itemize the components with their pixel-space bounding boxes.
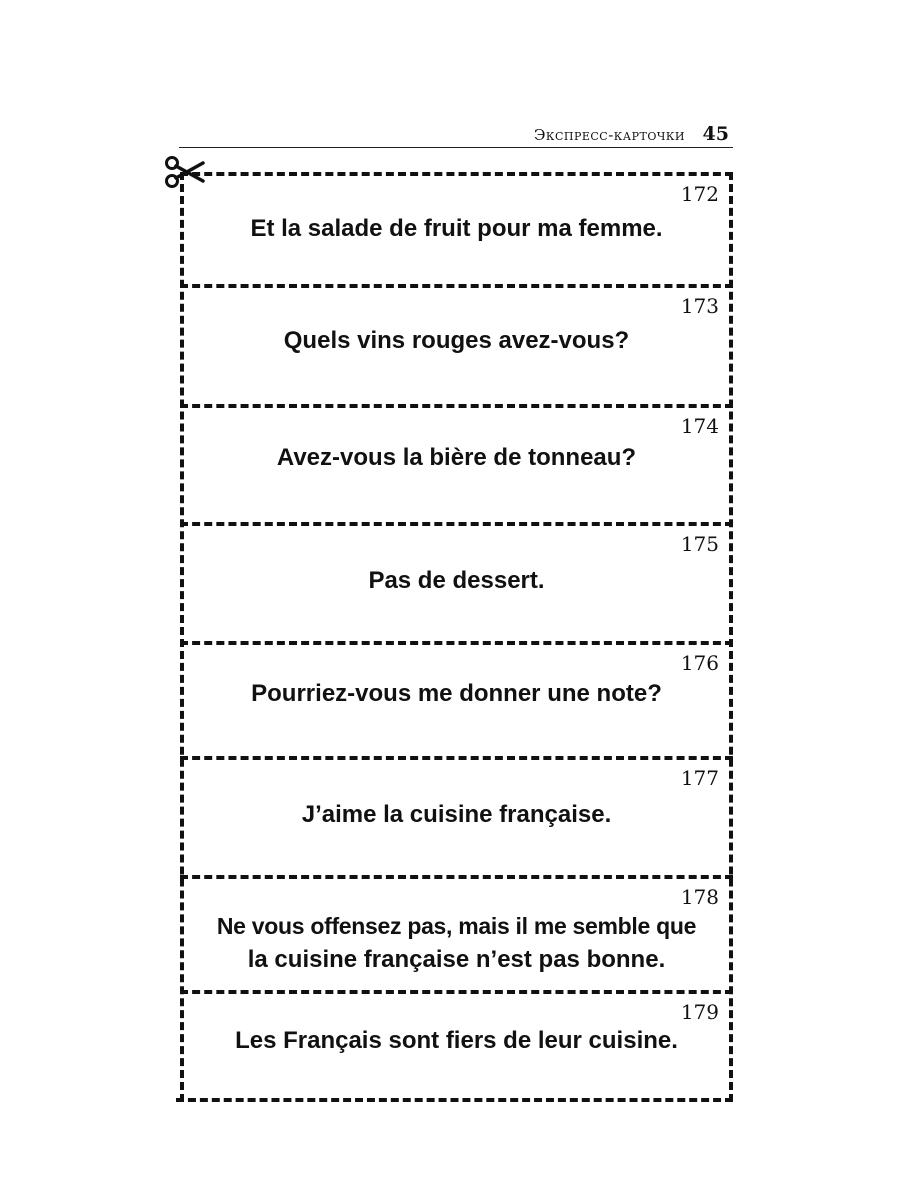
flashcard bbox=[180, 404, 733, 522]
flashcard bbox=[180, 875, 733, 990]
card-number: 172 bbox=[680, 182, 719, 206]
card-phrase: Pas de dessert. bbox=[368, 567, 545, 594]
header-title: Экспресс-карточки bbox=[533, 126, 685, 144]
card-phrase: Quels vins rouges avez-vous? bbox=[283, 327, 630, 354]
card-number: 175 bbox=[680, 532, 719, 556]
card-phrase: J’aime la cuisine française. bbox=[301, 801, 612, 828]
flashcard bbox=[180, 284, 733, 404]
flashcard-sheet bbox=[180, 172, 733, 1102]
card-phrase: Et la salade de fruit pour ma femme. bbox=[250, 215, 663, 242]
card-phrase: Les Français sont fiers de leur cuisine. bbox=[235, 1027, 678, 1054]
card-phrase: la cuisine française n’est pas bonne. bbox=[247, 946, 666, 973]
card-number: 174 bbox=[680, 414, 719, 438]
page-number: 45 bbox=[702, 123, 729, 145]
card-number: 179 bbox=[680, 1000, 719, 1024]
card-number: 173 bbox=[680, 294, 719, 318]
cut-line-bottom bbox=[176, 1098, 733, 1102]
card-number: 178 bbox=[680, 885, 719, 909]
flashcard bbox=[180, 522, 733, 641]
card-phrase: Ne vous offensez pas, mais il me semble que bbox=[216, 913, 697, 939]
card-phrase: Avez-vous la bière de tonneau? bbox=[276, 444, 637, 471]
flashcard bbox=[180, 172, 733, 285]
card-phrase: Pourriez-vous me donner une note? bbox=[251, 680, 662, 707]
flashcard bbox=[180, 756, 733, 875]
running-header bbox=[179, 120, 733, 148]
flashcard bbox=[180, 990, 733, 1102]
card-number: 176 bbox=[680, 651, 719, 675]
card-number: 177 bbox=[680, 766, 719, 790]
flashcard bbox=[180, 641, 733, 756]
